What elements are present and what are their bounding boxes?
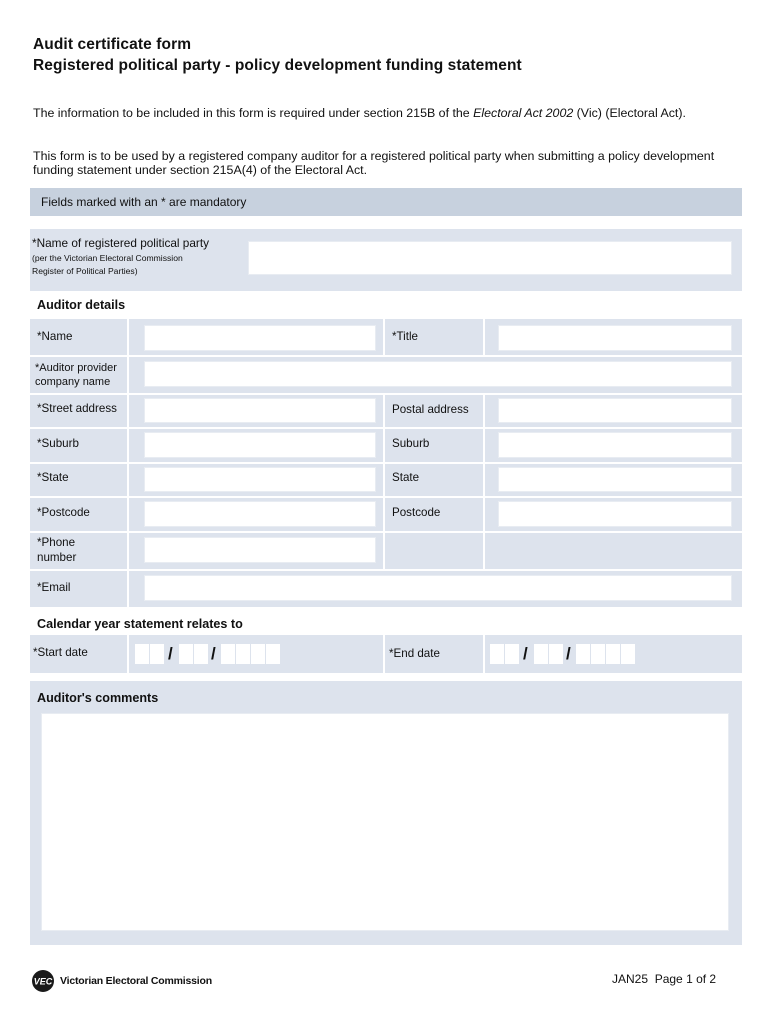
form-title: Audit certificate form	[33, 36, 192, 53]
mandatory-note: Fields marked with an * are mandatory	[41, 195, 247, 209]
start-day-digit-1[interactable]	[135, 644, 149, 664]
start-month-digit-1[interactable]	[179, 644, 193, 664]
grid-divider	[30, 393, 742, 395]
party-sublabel-line-2: Register of Political Parties)	[32, 266, 138, 276]
start-date-label: *Start date	[33, 646, 88, 659]
comments-textarea[interactable]	[41, 713, 729, 931]
postal-address-input[interactable]	[498, 398, 732, 423]
vec-logo-mark: VEC	[33, 976, 53, 987]
grid-divider	[30, 496, 742, 498]
start-year-digit-2[interactable]	[236, 644, 250, 664]
phone-input[interactable]	[144, 537, 376, 563]
date-separator: /	[211, 644, 216, 663]
phone-label	[37, 535, 76, 565]
page-indicator	[612, 972, 716, 986]
company-label-line-2: company name	[35, 376, 111, 388]
party-name-label: *Name of registered political party	[32, 236, 210, 250]
auditor-details-heading: Auditor details	[37, 298, 126, 312]
email-input[interactable]	[144, 575, 732, 601]
suburb-input[interactable]	[144, 432, 376, 458]
auditor-details-grid	[30, 319, 742, 607]
mandatory-banner	[30, 188, 742, 216]
grid-divider	[483, 319, 485, 356]
end-year-digit-1[interactable]	[576, 644, 590, 664]
calendar-year-heading: Calendar year statement relates to	[37, 617, 243, 631]
grid-divider	[127, 635, 129, 673]
vec-logo	[30, 969, 230, 993]
end-year-digit-3[interactable]	[606, 644, 620, 664]
date-separator: /	[168, 644, 173, 663]
postcode-input[interactable]	[144, 501, 376, 527]
grid-divider	[383, 635, 385, 673]
comments-section	[30, 681, 742, 945]
phone-label-line-1: *Phone	[37, 536, 76, 549]
end-date-label: *End date	[389, 647, 440, 660]
form-subtitle: Registered political party - policy development funding statement	[33, 57, 522, 74]
postcode-label: *Postcode	[37, 506, 90, 519]
version-code: JAN25	[612, 972, 649, 986]
end-year-digit-4[interactable]	[621, 644, 635, 664]
postal-state-input[interactable]	[498, 467, 732, 492]
grid-divider	[483, 635, 485, 673]
party-name-section	[30, 229, 742, 291]
auditor-name-input[interactable]	[144, 325, 376, 351]
company-label	[35, 361, 117, 389]
act-name: Electoral Act 2002	[473, 106, 574, 120]
end-month-digit-1[interactable]	[534, 644, 548, 664]
end-day-digit-1[interactable]	[490, 644, 504, 664]
company-label-line-1: *Auditor provider	[35, 362, 117, 374]
postal-state-label: State	[392, 471, 420, 484]
party-name-sublabel	[32, 252, 183, 278]
end-year-digit-2[interactable]	[591, 644, 605, 664]
state-label: *State	[37, 471, 69, 484]
postal-suburb-input[interactable]	[498, 432, 732, 458]
end-date-input[interactable]	[490, 644, 650, 666]
grid-divider	[30, 462, 742, 464]
start-year-digit-3[interactable]	[251, 644, 265, 664]
end-day-digit-2[interactable]	[505, 644, 519, 664]
intro-paragraph-2: This form is to be used by a registered company auditor for a registered political party when submitting a policy development funding statement under section 215A(4) of the Electoral Act.	[33, 149, 715, 177]
company-name-input[interactable]	[144, 361, 732, 387]
date-separator: /	[566, 644, 571, 663]
intro-text-end: (Vic) (Electoral Act).	[573, 106, 686, 120]
calendar-year-row	[30, 635, 742, 673]
page-number: Page 1 of 2	[654, 972, 717, 986]
intro-paragraph-1	[33, 106, 723, 120]
start-date-input[interactable]	[135, 644, 295, 666]
party-sublabel-line-1: (per the Victorian Electoral Commission	[32, 253, 183, 263]
org-name: Victorian Electoral Commission	[60, 975, 212, 987]
title-label: *Title	[392, 330, 418, 343]
grid-divider	[383, 394, 385, 570]
grid-divider	[30, 427, 742, 429]
auditor-title-input[interactable]	[498, 325, 732, 351]
grid-divider	[30, 531, 742, 533]
grid-divider	[483, 394, 485, 570]
postal-postcode-input[interactable]	[498, 501, 732, 527]
start-day-digit-2[interactable]	[150, 644, 164, 664]
intro-text: The information to be included in this form is required under section 215B of the	[33, 106, 474, 120]
postal-address-label: Postal address	[392, 403, 469, 416]
grid-divider	[30, 569, 742, 571]
end-month-digit-2[interactable]	[549, 644, 563, 664]
email-label: *Email	[37, 581, 71, 594]
name-label: *Name	[37, 330, 73, 343]
vec-logo-icon	[30, 969, 58, 993]
state-input[interactable]	[144, 467, 376, 492]
postal-suburb-label: Suburb	[392, 437, 430, 450]
start-month-digit-2[interactable]	[194, 644, 208, 664]
comments-heading: Auditor's comments	[37, 691, 159, 705]
start-year-digit-4[interactable]	[266, 644, 280, 664]
grid-divider	[383, 319, 385, 356]
street-address-input[interactable]	[144, 398, 376, 423]
date-separator: /	[523, 644, 528, 663]
suburb-label: *Suburb	[37, 437, 79, 450]
phone-label-line-2: number	[37, 551, 77, 564]
grid-divider	[30, 355, 742, 357]
party-name-input[interactable]	[248, 241, 732, 275]
street-address-label: *Street address	[37, 402, 117, 415]
start-year-digit-1[interactable]	[221, 644, 235, 664]
postal-postcode-label: Postcode	[392, 506, 441, 519]
